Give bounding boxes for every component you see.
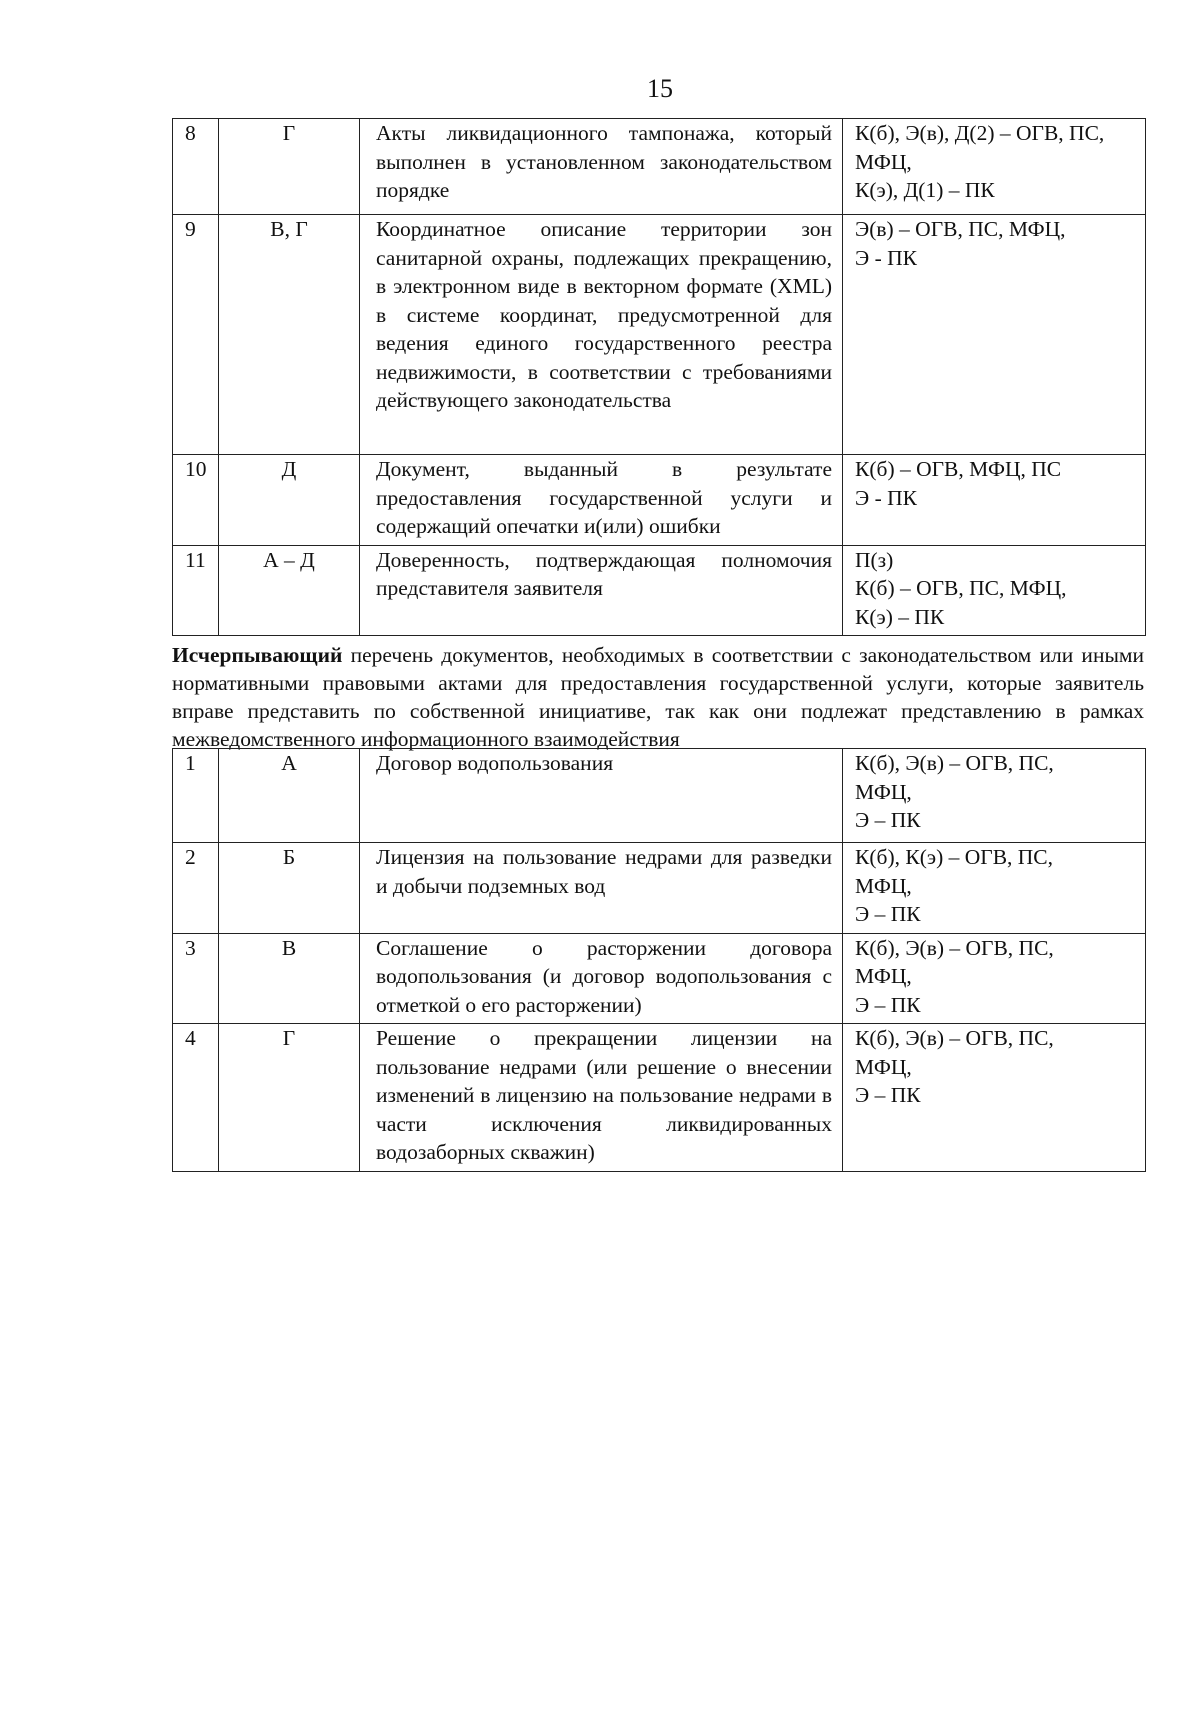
applicant-category: В [219,933,360,1024]
submission-way: К(б), К(э) – ОГВ, ПС, [855,845,1054,869]
row-number: 4 [173,1024,219,1172]
table-row [173,1024,1146,1172]
document-name: Координатное описание территории зон санитарной охраны, подлежащих прекращению, в электронном виде в векторном формате (XML) в системе координат, предусмотренной для ведения единого государственного реестра недвижимости, в соответствии с требованиями действующего законодательства [360,215,843,455]
submission-way: Э – ПК [855,1083,921,1107]
document-name: Лицензия на пользование недрами для разведки и добычи подземных вод [360,843,843,934]
document-name: Решение о прекращении лицензии на пользование недрами (или решение о внесении изменений в лицензию на пользование недрами в части исключения ликвидированных водозаборных скважин) [360,1024,843,1172]
submission-way: П(з) [855,547,894,572]
applicant-category: Б [219,843,360,934]
document-name: Документ, выданный в результате предоставления государственной услуги и содержащий опечатки и(или) ошибки [360,455,843,546]
submission-ways [843,545,1146,636]
submission-way: МФЦ, [855,779,912,804]
row-number: 3 [173,933,219,1024]
submission-ways [843,215,1146,455]
section-text: перечень документов, необходимых в соответствии с законодательством или иными нормативными правовыми актами для предоставления государственной услуги, которые заявитель вправе представить по собственной инициативе, так как они подлежат представлению в рамках межведомственного информационного взаимодействия [172,643,1145,751]
document-name: Доверенность, подтверждающая полномочия представителя заявителя [360,545,843,636]
section-heading [172,641,1144,753]
submission-way: МФЦ, [855,873,912,898]
table-row [173,545,1146,636]
table-row [173,843,1146,934]
submission-way: К(б), Э(в) – ОГВ, ПС, [855,751,1054,775]
applicant-category: А – Д [219,545,360,636]
row-number: 2 [173,843,219,934]
applicant-category: В, Г [219,215,360,455]
submission-way: МФЦ, [855,964,912,988]
documents-table-bottom [172,748,1146,1172]
submission-way: Э(в) – ОГВ, ПС, МФЦ, [855,217,1066,241]
table-row [173,455,1146,546]
submission-way: Э – ПК [855,992,921,1017]
document-name: Акты ликвидационного тампонажа, который выполнен в установленном законодательством порядке [360,119,843,215]
submission-ways [843,1024,1146,1172]
submission-ways [843,843,1146,934]
row-number: 1 [173,749,219,843]
submission-ways [843,933,1146,1024]
submission-way: Э – ПК [855,808,921,832]
submission-way: К(б), Э(в), Д(2) – ОГВ, ПС, МФЦ, [855,121,1105,174]
row-number: 11 [173,545,219,636]
table-row [173,933,1146,1024]
documents-table-top [172,118,1146,636]
submission-way: МФЦ, [855,1054,912,1079]
submission-way: Э – ПК [855,902,921,926]
applicant-category: Г [219,119,360,215]
applicant-category: А [219,749,360,843]
row-number: 9 [173,215,219,455]
submission-way: К(б) – ОГВ, МФЦ, ПС [855,457,1062,481]
page-number: 15 [647,74,673,103]
document-name: Договор водопользования [360,749,843,843]
section-lead: Исчерпывающий [172,643,343,667]
submission-way: Э - ПК [855,245,917,270]
submission-way: К(б), Э(в) – ОГВ, ПС, [855,935,1054,960]
submission-ways [843,455,1146,546]
row-number: 8 [173,119,219,215]
submission-way: К(б), Э(в) – ОГВ, ПС, [855,1026,1054,1050]
document-name: Соглашение о расторжении договора водопользования (и договор водопользования с отметкой о его расторжении) [360,933,843,1024]
submission-way: К(э) – ПК [855,604,945,629]
submission-ways [843,119,1146,215]
submission-ways [843,749,1146,843]
applicant-category: Д [219,455,360,546]
row-number: 10 [173,455,219,546]
applicant-category: Г [219,1024,360,1172]
submission-way: К(б) – ОГВ, ПС, МФЦ, [855,576,1067,600]
submission-way: К(э), Д(1) – ПК [855,178,995,202]
table-row [173,749,1146,843]
table-row [173,119,1146,215]
table-row [173,215,1146,455]
submission-way: Э - ПК [855,485,917,510]
